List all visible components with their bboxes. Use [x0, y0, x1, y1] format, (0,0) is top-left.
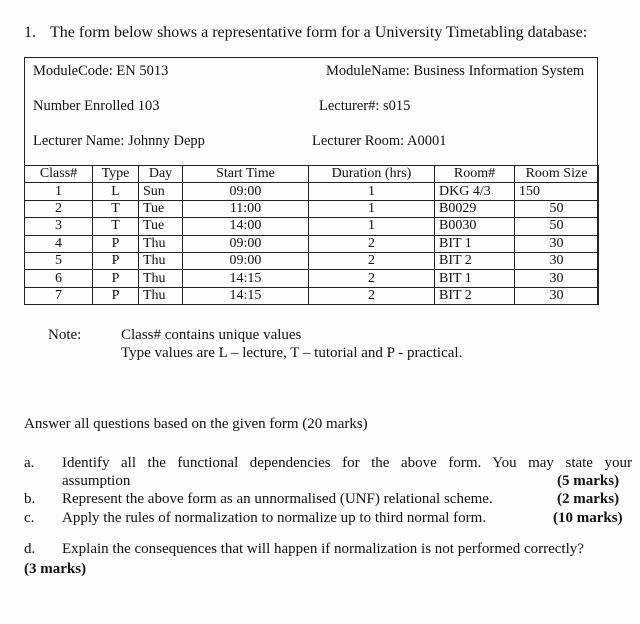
cell-type: P: [93, 235, 139, 252]
cell-room-size: 50: [515, 200, 599, 217]
header-class: Class#: [25, 166, 93, 183]
cell-room-size: 30: [515, 287, 599, 304]
cell-room-size: 150: [515, 183, 599, 200]
cell-duration: 2: [309, 252, 435, 269]
cell-room: BIT 1: [435, 235, 515, 252]
number-enrolled: Number Enrolled 103: [33, 98, 160, 114]
cell-class: 3: [25, 218, 93, 235]
lecturer-name: Lecturer Name: Johnny Depp: [33, 133, 205, 149]
cell-type: T: [93, 200, 139, 217]
cell-room: B0030: [435, 218, 515, 235]
note-line-1: Class# contains unique values: [121, 327, 302, 343]
question-a-text-line2: assumption: [62, 473, 131, 489]
cell-room: BIT 1: [435, 270, 515, 287]
cell-room-size: 30: [515, 270, 599, 287]
question-d-marks: (3 marks): [24, 561, 87, 577]
table-row: [25, 218, 599, 235]
cell-start-time: 09:00: [183, 252, 309, 269]
cell-start-time: 14:15: [183, 270, 309, 287]
question-b-marks: (2 marks): [557, 491, 620, 507]
cell-day: Thu: [139, 235, 183, 252]
cell-duration: 1: [309, 183, 435, 200]
cell-class: 5: [25, 252, 93, 269]
cell-class: 7: [25, 287, 93, 304]
cell-duration: 1: [309, 200, 435, 217]
cell-type: L: [93, 183, 139, 200]
question-number: 1.: [24, 24, 36, 41]
table-row: [25, 287, 599, 304]
module-code: ModuleCode: EN 5013: [33, 63, 169, 79]
question-c-text: Apply the rules of normalization to normalize up to third normal form.: [62, 510, 487, 526]
cell-class: 4: [25, 235, 93, 252]
cell-duration: 2: [309, 235, 435, 252]
header-type: Type: [93, 166, 139, 183]
header-room-size: Room Size: [515, 166, 599, 183]
question-a-marks: (5 marks): [557, 473, 620, 489]
note-line-2: Type values are L – lecture, T – tutorial and P - practical.: [121, 345, 463, 361]
question-d-letter: d.: [24, 541, 36, 557]
question-a-letter: a.: [24, 455, 35, 471]
cell-day: Tue: [139, 200, 183, 217]
cell-duration: 2: [309, 287, 435, 304]
cell-room-size: 30: [515, 235, 599, 252]
question-a-text-line1: Identify all the functional dependencies for the above form. You may state your: [62, 455, 632, 471]
cell-day: Sun: [139, 183, 183, 200]
question-text: The form below shows a representative form for a University Timetabling database:: [50, 24, 588, 41]
header-day: Day: [139, 166, 183, 183]
cell-class: 2: [25, 200, 93, 217]
cell-type: P: [93, 252, 139, 269]
question-b-letter: b.: [24, 491, 36, 507]
note-label: Note:: [48, 327, 82, 343]
question-d-text: Explain the consequences that will happen if normalization is not performed correctly?: [62, 541, 584, 557]
instructions: Answer all questions based on the given form (20 marks): [24, 416, 368, 432]
cell-class: 1: [25, 183, 93, 200]
class-table: [24, 165, 599, 305]
table-header-row: [25, 166, 599, 183]
cell-room: B0029: [435, 200, 515, 217]
cell-room: BIT 2: [435, 252, 515, 269]
cell-start-time: 14:15: [183, 287, 309, 304]
table-row: [25, 235, 599, 252]
header-duration: Duration (hrs): [309, 166, 435, 183]
question-c-letter: c.: [24, 510, 35, 526]
lecturer-room: Lecturer Room: A0001: [312, 133, 447, 149]
cell-start-time: 09:00: [183, 235, 309, 252]
cell-duration: 1: [309, 218, 435, 235]
table-row: [25, 183, 599, 200]
question-b-text: Represent the above form as an unnormalised (UNF) relational scheme.: [62, 491, 493, 507]
cell-type: P: [93, 287, 139, 304]
cell-type: P: [93, 270, 139, 287]
cell-day: Thu: [139, 270, 183, 287]
header-room: Room#: [435, 166, 515, 183]
cell-class: 6: [25, 270, 93, 287]
lecturer-number: Lecturer#: s015: [319, 98, 411, 114]
cell-room-size: 30: [515, 252, 599, 269]
header-start-time: Start Time: [183, 166, 309, 183]
cell-start-time: 09:00: [183, 183, 309, 200]
table-row: [25, 252, 599, 269]
module-name: ModuleName: Business Information System: [326, 63, 585, 79]
cell-room: DKG 4/3: [435, 183, 515, 200]
cell-day: Thu: [139, 252, 183, 269]
table-row: [25, 270, 599, 287]
cell-room-size: 50: [515, 218, 599, 235]
cell-start-time: 11:00: [183, 200, 309, 217]
question-c-marks: (10 marks): [553, 510, 623, 526]
cell-day: Tue: [139, 218, 183, 235]
cell-room: BIT 2: [435, 287, 515, 304]
cell-day: Thu: [139, 287, 183, 304]
cell-type: T: [93, 218, 139, 235]
table-row: [25, 200, 599, 217]
cell-duration: 2: [309, 270, 435, 287]
cell-start-time: 14:00: [183, 218, 309, 235]
